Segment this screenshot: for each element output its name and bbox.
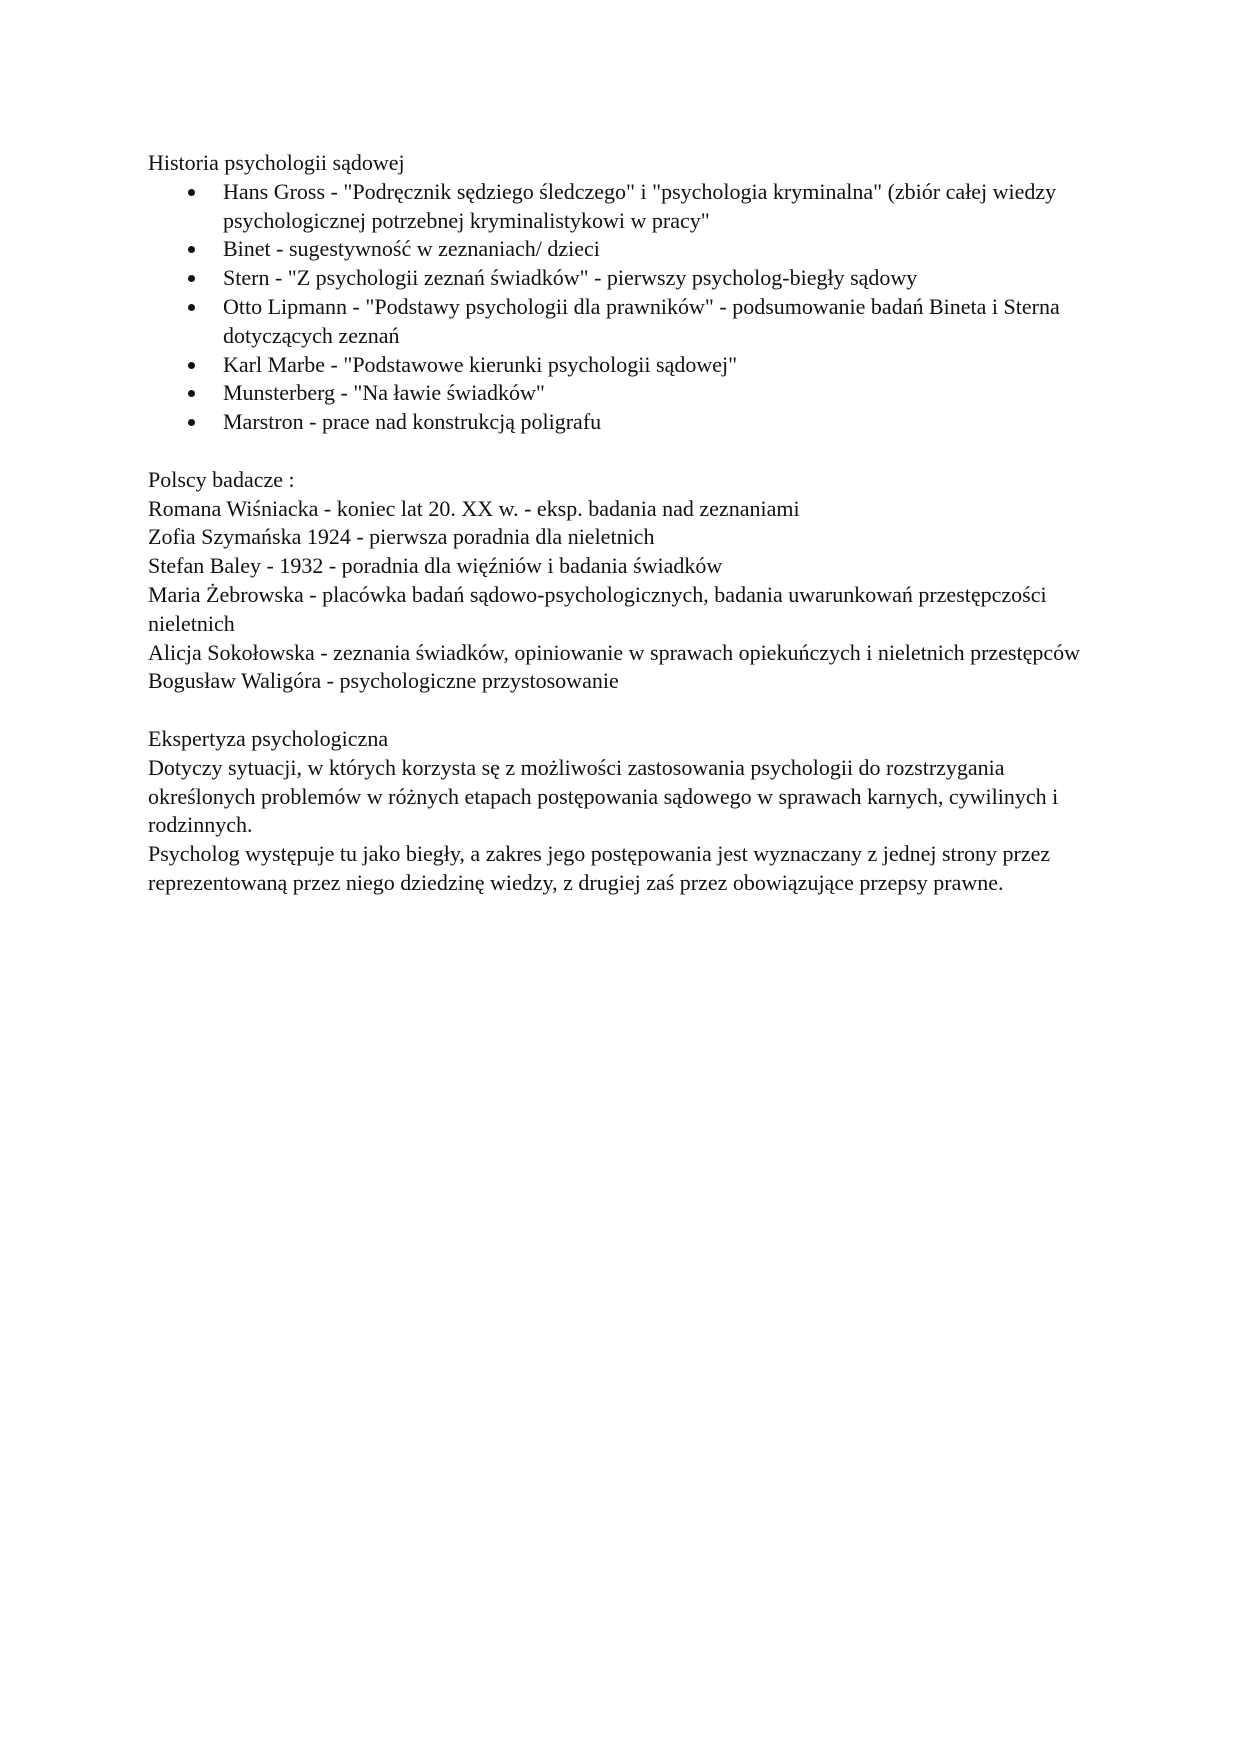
paragraph: Dotyczy sytuacji, w których korzysta sę z możliwości zastosowania psychologii do rozstrzygania określonych problemów w różnych etapach postępowania sądowego w sprawach karnych, cywilinych i rodzinnych. <box>148 754 1059 838</box>
list-item <box>148 178 1108 236</box>
bullet-dot-icon <box>188 275 195 282</box>
list-item <box>148 293 1108 351</box>
list-item <box>148 408 1108 437</box>
section-heading-history: Historia psychologii sądowej <box>148 150 405 175</box>
researcher-line: Maria Żebrowska - placówka badań sądowo-psychologicznych, badania uwarunkowań przestępczości nieletnich <box>148 581 1047 636</box>
bullet-dot-icon <box>188 390 195 397</box>
researcher-line: Bogusław Waligóra - psychologiczne przystosowanie <box>148 668 619 694</box>
blank-line <box>148 696 1108 725</box>
list-item <box>148 351 1108 380</box>
blank-line <box>148 437 1108 466</box>
bullet-dot-icon <box>188 189 195 196</box>
list-item <box>148 235 1108 264</box>
list-item-text: Otto Lipmann - "Podstawy psychologii dla prawników" - podsumowanie badań Bineta i Sterna dotyczących zeznań <box>223 293 1060 348</box>
history-bullet-list <box>148 178 1108 437</box>
list-item-text: Stern - "Z psychologii zeznań świadków" - pierwszy psycholog-biegły sądowy <box>223 265 918 291</box>
bullet-dot-icon <box>188 304 195 311</box>
bullet-dot-icon <box>188 362 195 369</box>
researcher-line: Romana Wiśniacka - koniec lat 20. XX w. - eksp. badania nad zeznaniami <box>148 495 800 521</box>
list-item-text: Munsterberg - "Na ławie świadków" <box>223 380 545 406</box>
list-item-text: Hans Gross - "Podręcznik sędziego śledczego" i "psychologia kryminalna" (zbiór całej wiedzy psychologicznej potrzebnej kryminalistykowi w pracy" <box>223 178 1057 233</box>
list-item <box>148 379 1108 408</box>
researcher-line: Alicja Sokołowska - zeznania świadków, opiniowanie w sprawach opiekuńczych i nieletnich przestępców <box>148 639 1081 665</box>
list-item-text: Marstron - prace nad konstrukcją poligrafu <box>223 409 602 435</box>
document-body <box>148 149 1108 898</box>
bullet-dot-icon <box>188 246 195 253</box>
paragraph: Psycholog występuje tu jako biegły, a zakres jego postępowania jest wyznaczany z jednej strony przez reprezentowaną przez niego dziedzinę wiedzy, z drugiej zaś przez obowiązujące przepsy prawne. <box>148 841 1051 895</box>
list-item-text: Karl Marbe - "Podstawowe kierunki psychologii sądowej" <box>223 351 738 377</box>
researcher-line: Zofia Szymańska 1924 - pierwsza poradnia dla nieletnich <box>148 524 655 550</box>
list-item-text: Binet - sugestywność w zeznaniach/ dzieci <box>223 236 600 262</box>
bullet-dot-icon <box>188 419 195 426</box>
list-item <box>148 264 1108 293</box>
researcher-line: Stefan Baley - 1932 - poradnia dla więźniów i badania świadków <box>148 553 723 579</box>
section-heading-polish-researchers: Polscy badacze : <box>148 466 295 492</box>
section-heading-expertise: Ekspertyza psychologiczna <box>148 725 389 751</box>
